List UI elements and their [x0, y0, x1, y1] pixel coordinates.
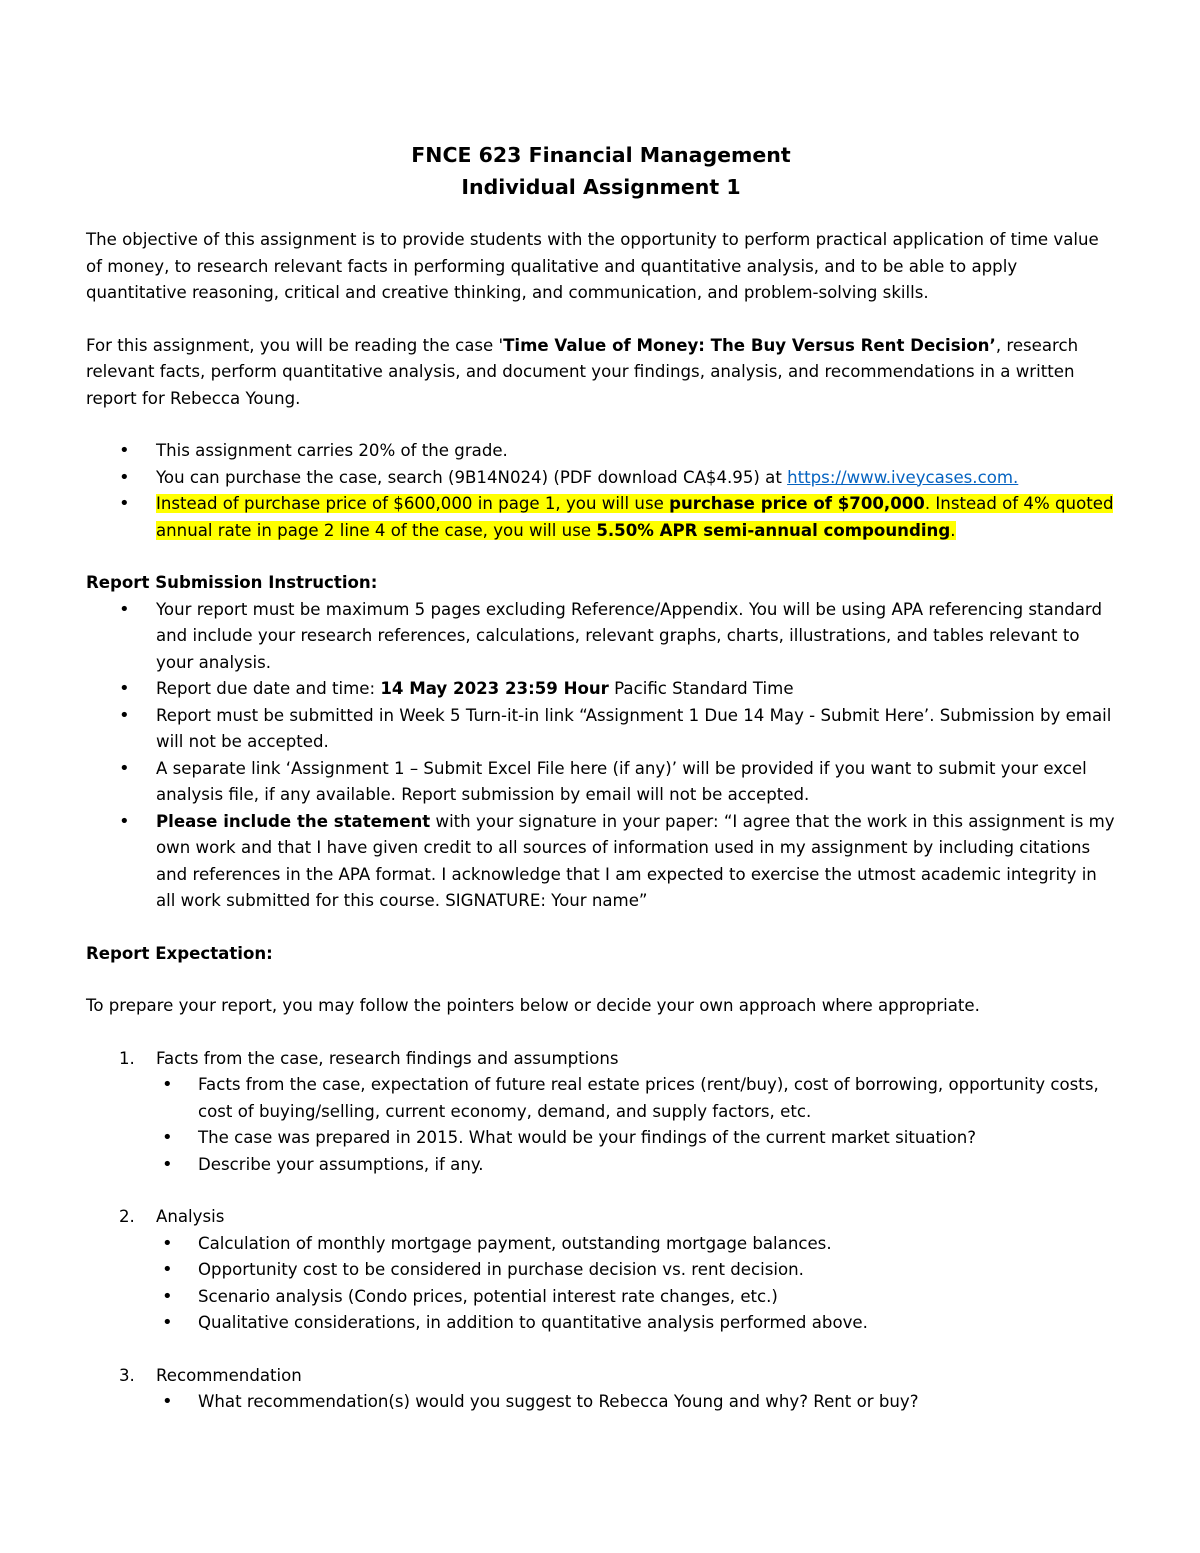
- submission-heading: Report Submission Instruction:: [86, 573, 378, 592]
- expectation-list: [86, 1046, 1116, 1073]
- analysis-item-2: • Opportunity cost to be considered in purchase decision vs. rent decision.: [86, 1257, 1116, 1284]
- assignment-title: Individual Assignment 1: [461, 174, 741, 199]
- section-analysis: 2. Analysis: [119, 1207, 225, 1226]
- submission-item-turnitin: • Report must be submitted in Week 5 Turn-it-in link “Assignment 1 Due 14 May - Submit Here’. Submission by email will not be accepted.: [86, 703, 1116, 756]
- expectation-list-2: [86, 1204, 1116, 1231]
- document-body: [86, 140, 1116, 1416]
- facts-item-2: • The case was prepared in 2015. What would be your findings of the current market situation?: [86, 1125, 1116, 1152]
- iveycases-link[interactable]: https://www.iveycases.com.: [787, 467, 1019, 487]
- section-facts: 1. Facts from the case, research findings and assumptions: [119, 1048, 619, 1068]
- top-bullet-list: [86, 438, 1116, 544]
- section-recommendation: 3. Recommendation: [119, 1365, 302, 1385]
- submission-list: [86, 597, 1116, 915]
- expectation-intro: To prepare your report, you may follow the pointers below or decide your own approach where appropriate.: [86, 996, 980, 1015]
- facts-sublist: [86, 1072, 1116, 1178]
- analysis-item-1: • Calculation of monthly mortgage payment, outstanding mortgage balances.: [86, 1231, 1116, 1258]
- recommendation-item-1: • What recommendation(s) would you suggest to Rebecca Young and why? Rent or buy?: [86, 1389, 1116, 1416]
- analysis-sublist: [86, 1231, 1116, 1337]
- analysis-item-4: • Qualitative considerations, in addition to quantitative analysis performed above.: [86, 1310, 1116, 1337]
- analysis-item-3: • Scenario analysis (Condo prices, potential interest rate changes, etc.): [86, 1284, 1116, 1311]
- facts-item-3: • Describe your assumptions, if any.: [86, 1152, 1116, 1179]
- course-title: FNCE 623 Financial Management: [411, 143, 791, 167]
- bullet-price-override: [86, 491, 1116, 544]
- highlighted-instruction: Instead of purchase price of $600,000 in page 1, you will use purchase price of $700,000. Instead of 4% quoted annual rate in page 2 line 4 of the case, you will use 5.50% APR semi-annual compounding.: [156, 494, 1114, 540]
- bullet-purchase-case: • You can purchase the case, search (9B14N024) (PDF download CA$4.95) at https://www.iveycases.com.: [86, 465, 1116, 492]
- submission-item-due-date: • Report due date and time: 14 May 2023 23:59 Hour Pacific Standard Time: [86, 676, 1116, 703]
- facts-item-1: • Facts from the case, expectation of future real estate prices (rent/buy), cost of borrowing, opportunity costs, cost of buying/selling, current economy, demand, and supply factors, etc.: [86, 1072, 1116, 1125]
- submission-item-length: • Your report must be maximum 5 pages excluding Reference/Appendix. You will be using APA referencing standard and include your research references, calculations, relevant graphs, charts, illustrations, and tables relevant to your analysis.: [86, 597, 1116, 677]
- submission-item-statement: • Please include the statement with your signature in your paper: “I agree that the work in this assignment is my own work and that I have given credit to all sources of information used in my assignment by including citations and references in the APA format. I acknowledge that I am expected to exercise the utmost academic integrity in all work submitted for this course. SIGNATURE: Your name”: [86, 809, 1116, 915]
- expectation-list-3: [86, 1363, 1116, 1390]
- intro-paragraph: The objective of this assignment is to provide students with the opportunity to perform practical application of time value of money, to research relevant facts in performing qualitative and quantitative analysis, and to be able to apply quantitative reasoning, critical and creative thinking, and communication, and problem-solving skills.: [86, 230, 1099, 302]
- case-paragraph: For this assignment, you will be reading the case 'Time Value of Money: The Buy Versus Rent Decision’, research relevant facts, perform quantitative analysis, and document your findings, analysis, and recommendations in a written report for Rebecca Young.: [86, 335, 1079, 408]
- submission-item-excel: • A separate link ‘Assignment 1 – Submit Excel File here (if any)’ will be provided if you want to submit your excel analysis file, if any available. Report submission by email will not be accepted.: [86, 756, 1116, 809]
- bullet-grade: • This assignment carries 20% of the grade.: [86, 438, 1116, 465]
- document-title: [86, 140, 1116, 203]
- case-name: Time Value of Money: The Buy Versus Rent Decision: [503, 335, 990, 355]
- expectation-heading: Report Expectation:: [86, 943, 273, 963]
- recommendation-sublist: [86, 1389, 1116, 1416]
